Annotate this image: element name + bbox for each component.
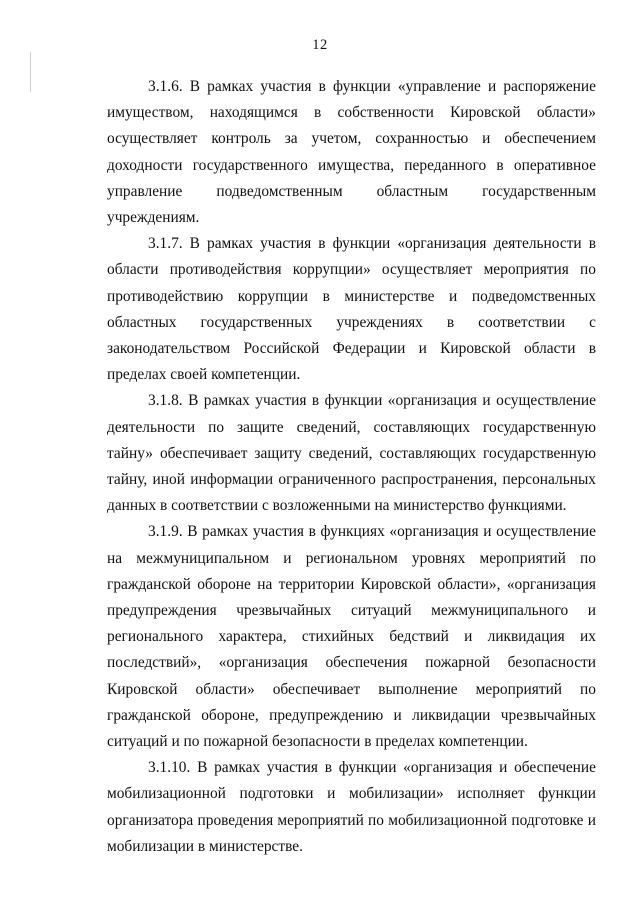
paragraph-3-1-8: 3.1.8. В рамках участия в функции «организация и осуществление деятельности по защите сведений, составляющих государственную тайну» обеспечивает защиту сведений, составляющих государственную тайну, иной информации ограниченного распространения, персональных данных в соответствии с возложенными на министерство функциями. <box>107 392 596 515</box>
paragraph-3-1-6: 3.1.6. В рамках участия в функции «управление и распоряжение имуществом, находящимся в собственности Кировской области» осуществляет контроль за учетом, сохранностью и обеспечением доходности государственного имущества, переданного в оперативное управление подведомственным областным государственным учреждениям. <box>107 78 596 227</box>
paragraph-3-1-7: 3.1.7. В рамках участия в функции «организация деятельности в области противодействия коррупции» осуществляет мероприятия по противодействию коррупции в министерстве и подведомственных областных государственных учреждениях в соответствии с законодательством Российской Федерации и Кировской области в пределах своей компетенции. <box>107 235 596 384</box>
page-number: 12 <box>312 37 328 53</box>
document-body <box>107 74 596 860</box>
margin-mark <box>30 52 31 92</box>
paragraph-3-1-10: 3.1.10. В рамках участия в функции «организация и обеспечение мобилизационной подготовки и мобилизации» исполняет функции организатора проведения мероприятий по мобилизационной подготовке и мобилизации в министерстве. <box>107 759 596 855</box>
paragraph-3-1-9: 3.1.9. В рамках участия в функциях «организация и осуществление на межмуниципальном и региональном уровнях мероприятий по гражданской обороне на территории Кировской области», «организация предупреждения чрезвычайных ситуаций межмуниципального и регионального характера, стихийных бедствий и ликвидация их последствий», «организация обеспечения пожарной безопасности Кировской области» обеспечивает выполнение мероприятий по гражданской обороне, предупреждению и ликвидации чрезвычайных ситуаций и по пожарной безопасности в пределах компетенции. <box>107 523 596 751</box>
